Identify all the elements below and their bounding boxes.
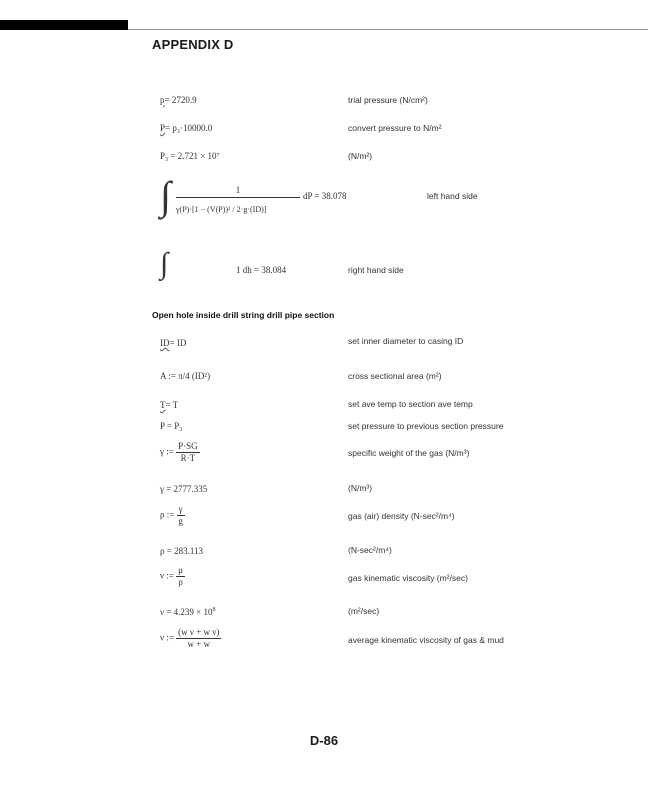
fraction-denominator: R·T [180,453,196,463]
fraction-numerator: γ [178,504,183,514]
equation-cross-area: A := π/4 (ID²) [160,371,211,381]
fraction-numerator: μ [178,565,183,575]
equation-convert-pressure [160,124,212,133]
fraction-denominator: g [178,516,183,526]
header-black-bar [0,20,128,30]
equation-density-value: ρ = 283.113 [160,546,203,556]
description-set-pressure: set pressure to previous section pressure [348,421,504,431]
equation-lhs: ID [160,338,170,348]
page-header: APPENDIX D [152,37,234,52]
equation-text: = p₃·10000.0 [165,123,213,133]
description-kinematic-viscosity: gas kinematic viscosity (m²/sec) [348,573,468,583]
equation-pressure-value: P₃ = 2.721 × 10⁷ [160,151,220,161]
description-convert-pressure: convert pressure to N/m² [348,123,442,133]
equation-specific-weight: γ := $\frac{P\cdot SG}{R\cdot T}$ [160,441,198,463]
fraction [176,566,185,587]
description-right-hand-side: right hand side [348,265,404,275]
integral-result-rhs: 1 dh = 38.084 [236,265,287,275]
fraction-denominator: ρ [178,577,183,587]
equation-exponent: 8 [212,607,216,613]
integral-denominator: γ(P)·[1 − (V(P))² / 2·g·(ID)] [176,205,267,214]
equation-lhs: T [160,400,166,410]
integral-result: dP = 38.078 [303,191,347,201]
equation-set-pressure: P = P₃ [160,421,183,431]
fraction [176,442,200,463]
page-number: D-86 [309,733,339,748]
integral-numerator: 1 [235,185,241,195]
integral-sign: ∫ [160,173,171,218]
section-heading: Open hole inside drill string drill pipe section [152,310,335,320]
equation-density: ρ := $\frac{\gamma}{g}$ [160,504,183,526]
description-specific-weight-units: (N/m³) [348,483,373,493]
description-kinematic-viscosity-units: (m²/sec) [348,606,380,616]
fraction [177,505,185,526]
equation-text: = T [165,400,179,410]
description-pressure-units: (N/m²) [348,151,373,161]
description-density-units: (N-sec²/m⁴) [348,545,392,555]
description-ave-temp: set ave temp to section ave temp [348,399,473,409]
fraction-numerator: (w ν + w ν) [178,627,220,637]
equation-average-viscosity: ν := $\frac{\text{(w ν + w ν)}}{w + w}$ [160,627,220,649]
description-inner-diameter: set inner diameter to casing ID [348,336,464,346]
equation-trial-pressure [160,96,197,105]
equation-text: = ID [169,338,187,348]
description-trial-pressure: trial pressure (N/cm²) [348,95,428,105]
fraction-denominator: w + w [187,639,211,649]
equation-text: ν = 4.239 × 10 [160,607,213,617]
equation-lhs: p [160,95,165,105]
description-density: gas (air) density (N-sec²/m⁴) [348,511,455,521]
header-rule [128,29,648,30]
equation-text: = 2720.9 [164,95,197,105]
description-specific-weight: specific weight of the gas (N/m³) [348,448,470,458]
fraction-numerator: P·SG [178,441,198,451]
equation-specific-weight-value: γ = 2777.335 [160,484,208,494]
equation-kinematic-viscosity: ν := $\frac{\mu}{\rho}$ [160,565,183,587]
equation-kinematic-viscosity-value [160,608,215,617]
equation-ave-temp [160,401,178,410]
fraction-bar [176,197,300,198]
description-cross-area: cross sectional area (m²) [348,371,442,381]
fraction [176,628,221,649]
description-average-viscosity: average kinematic viscosity of gas & mud [348,635,504,645]
integral-sign: ∫ [160,247,169,280]
equation-lhs: P [160,123,166,133]
equation-inner-diameter [160,339,186,348]
description-left-hand-side: left hand side [427,191,478,201]
